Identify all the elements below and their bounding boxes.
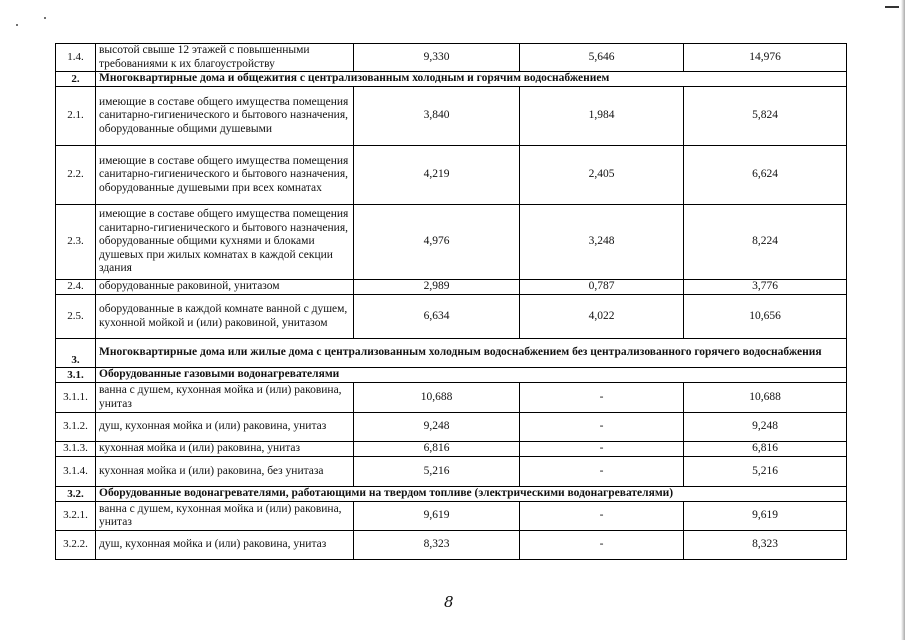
value-cell-total: 8,323 (684, 531, 847, 560)
value-cell-2: - (520, 413, 684, 442)
section-title: Многоквартирные дома или жилые дома с централизованным холодным водоснабжением без централизованного горячего водоснабжения (96, 339, 847, 368)
value-cell-1: 9,619 (354, 502, 520, 531)
value-cell-2: 2,405 (520, 146, 684, 205)
value-cell-total: 5,824 (684, 87, 847, 146)
row-number: 2. (56, 72, 96, 87)
row-number: 1.4. (56, 44, 96, 72)
section-header-row (56, 72, 847, 87)
table-row (56, 383, 847, 413)
row-number: 2.2. (56, 146, 96, 205)
page-number: 8 (444, 593, 454, 611)
section-header-row (56, 487, 847, 502)
table-row (56, 44, 847, 72)
table-body (56, 44, 847, 560)
table-row (56, 280, 847, 295)
table-row (56, 502, 847, 531)
section-title: Многоквартирные дома и общежития с централизованным холодным и горячим водоснабжением (96, 72, 847, 87)
value-cell-1: 4,219 (354, 146, 520, 205)
value-cell-1: 9,248 (354, 413, 520, 442)
value-cell-1: 5,216 (354, 457, 520, 487)
value-cell-2: - (520, 502, 684, 531)
row-description: оборудованные в каждой комнате ванной с душем, кухонной мойкой и (или) раковиной, унитазом (96, 295, 354, 339)
row-description: имеющие в составе общего имущества помещения санитарно-гигиенического и бытового назначения, оборудованные общими кухнями и блоками душевых при жилых комнатах в каждой секции здания (96, 205, 354, 280)
row-number: 3.1.4. (56, 457, 96, 487)
value-cell-total: 10,656 (684, 295, 847, 339)
value-cell-total: 3,776 (684, 280, 847, 295)
value-cell-total: 6,816 (684, 442, 847, 457)
row-number: 3.2.1. (56, 502, 96, 531)
value-cell-1: 2,989 (354, 280, 520, 295)
table-row (56, 531, 847, 560)
value-cell-2: 4,022 (520, 295, 684, 339)
row-number: 2.4. (56, 280, 96, 295)
section-header-row (56, 339, 847, 368)
scan-edge-shadow (901, 0, 905, 640)
value-cell-total: 6,624 (684, 146, 847, 205)
value-cell-total: 5,216 (684, 457, 847, 487)
value-cell-2: 1,984 (520, 87, 684, 146)
value-cell-2: 3,248 (520, 205, 684, 280)
table-row (56, 413, 847, 442)
scan-speck (16, 24, 18, 26)
row-number: 3.2. (56, 487, 96, 502)
value-cell-1: 8,323 (354, 531, 520, 560)
row-description: кухонная мойка и (или) раковина, унитаз (96, 442, 354, 457)
table-row (56, 442, 847, 457)
value-cell-total: 9,619 (684, 502, 847, 531)
value-cell-2: - (520, 531, 684, 560)
value-cell-2: 5,646 (520, 44, 684, 72)
value-cell-1: 6,816 (354, 442, 520, 457)
table-row (56, 295, 847, 339)
value-cell-1: 10,688 (354, 383, 520, 413)
row-number: 3.1.1. (56, 383, 96, 413)
row-description: ванна с душем, кухонная мойка и (или) раковина, унитаз (96, 502, 354, 531)
table-row (56, 457, 847, 487)
row-description: имеющие в составе общего имущества помещения санитарно-гигиенического и бытового назначения, оборудованные общими душевыми (96, 87, 354, 146)
table-row (56, 205, 847, 280)
row-number: 2.3. (56, 205, 96, 280)
value-cell-total: 8,224 (684, 205, 847, 280)
value-cell-total: 14,976 (684, 44, 847, 72)
row-description: высотой свыше 12 этажей с повышенными требованиями к их благоустройству (96, 44, 354, 72)
row-number: 3.2.2. (56, 531, 96, 560)
table-row (56, 87, 847, 146)
value-cell-1: 6,634 (354, 295, 520, 339)
row-number: 2.1. (56, 87, 96, 146)
row-description: кухонная мойка и (или) раковина, без унитаза (96, 457, 354, 487)
scan-edge-mark (885, 6, 899, 8)
row-number: 3. (56, 339, 96, 368)
row-description: оборудованные раковиной, унитазом (96, 280, 354, 295)
value-cell-total: 9,248 (684, 413, 847, 442)
value-cell-1: 3,840 (354, 87, 520, 146)
row-number: 2.5. (56, 295, 96, 339)
section-title: Оборудованные водонагревателями, работающими на твердом топливе (электрическими водонагревателями) (96, 487, 847, 502)
row-description: душ, кухонная мойка и (или) раковина, унитаз (96, 413, 354, 442)
value-cell-2: - (520, 442, 684, 457)
value-cell-1: 9,330 (354, 44, 520, 72)
value-cell-total: 10,688 (684, 383, 847, 413)
row-description: имеющие в составе общего имущества помещения санитарно-гигиенического и бытового назначения, оборудованные душевыми при всех комнатах (96, 146, 354, 205)
section-title: Оборудованные газовыми водонагревателями (96, 368, 847, 383)
table-row (56, 146, 847, 205)
row-description: душ, кухонная мойка и (или) раковина, унитаз (96, 531, 354, 560)
row-number: 3.1.2. (56, 413, 96, 442)
value-cell-2: - (520, 383, 684, 413)
row-description: ванна с душем, кухонная мойка и (или) раковина, унитаз (96, 383, 354, 413)
row-number: 3.1.3. (56, 442, 96, 457)
tariff-table (55, 43, 847, 560)
value-cell-2: 0,787 (520, 280, 684, 295)
section-header-row (56, 368, 847, 383)
value-cell-1: 4,976 (354, 205, 520, 280)
value-cell-2: - (520, 457, 684, 487)
scan-speck (44, 17, 46, 19)
row-number: 3.1. (56, 368, 96, 383)
